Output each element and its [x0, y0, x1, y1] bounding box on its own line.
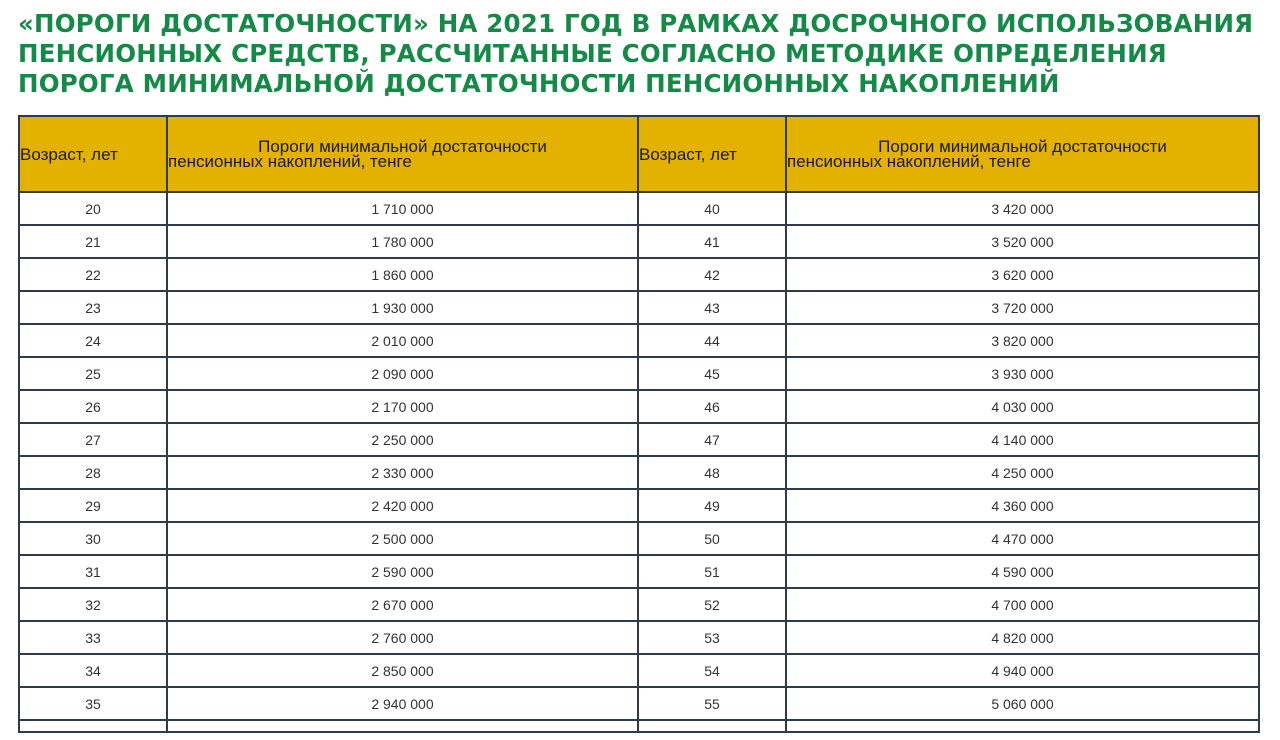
- table-row: [19, 522, 1259, 555]
- table-row: [19, 555, 1259, 588]
- threshold-cell-left: 2 170 000: [167, 390, 638, 423]
- age-cell-right: 54: [638, 654, 786, 687]
- threshold-cell-right: 4 700 000: [786, 588, 1259, 621]
- age-cell-left: 28: [19, 456, 167, 489]
- age-cell-left: 25: [19, 357, 167, 390]
- age-cell-left: 23: [19, 291, 167, 324]
- table-row: [19, 357, 1259, 390]
- age-cell-right: 49: [638, 489, 786, 522]
- table-row: [19, 588, 1259, 621]
- header-threshold-right-line2: пенсионных накоплений, тенге: [787, 152, 1031, 171]
- age-cell-right: 51: [638, 555, 786, 588]
- page-title: «ПОРОГИ ДОСТАТОЧНОСТИ» НА 2021 ГОД В РАМКАХ ДОСРОЧНОГО ИСПОЛЬЗОВАНИЯ ПЕНСИОННЫХ СРЕДСТВ, РАССЧИТАННЫЕ СОГЛАСНО МЕТОДИКЕ ОПРЕДЕЛЕНИЯ ПОРОГА МИНИМАЛЬНОЙ ДОСТАТОЧНОСТИ ПЕНСИОННЫХ НАКОПЛЕНИЙ: [18, 9, 1254, 98]
- table-row: [19, 291, 1259, 324]
- age-cell-right: 52: [638, 588, 786, 621]
- threshold-cell-left: 2 010 000: [167, 324, 638, 357]
- threshold-cell-left: 2 090 000: [167, 357, 638, 390]
- table-cell-partial: [167, 720, 638, 732]
- age-cell-right: 44: [638, 324, 786, 357]
- threshold-cell-right: 4 470 000: [786, 522, 1259, 555]
- threshold-cell-left: 2 670 000: [167, 588, 638, 621]
- threshold-cell-right: 4 030 000: [786, 390, 1259, 423]
- age-cell-right: 43: [638, 291, 786, 324]
- threshold-cell-left: 1 710 000: [167, 192, 638, 225]
- table-row: [19, 258, 1259, 291]
- threshold-cell-left: 2 330 000: [167, 456, 638, 489]
- threshold-cell-left: 2 590 000: [167, 555, 638, 588]
- age-cell-right: 50: [638, 522, 786, 555]
- threshold-cell-left: 1 780 000: [167, 225, 638, 258]
- table-body: [19, 192, 1259, 732]
- header-threshold-right-line1: Пороги минимальной достаточности: [878, 137, 1167, 156]
- threshold-cell-right: 3 620 000: [786, 258, 1259, 291]
- age-cell-left: 33: [19, 621, 167, 654]
- age-cell-right: 47: [638, 423, 786, 456]
- threshold-cell-right: 3 930 000: [786, 357, 1259, 390]
- threshold-cell-left: 1 930 000: [167, 291, 638, 324]
- age-cell-right: 46: [638, 390, 786, 423]
- age-cell-right: 42: [638, 258, 786, 291]
- age-cell-right: 48: [638, 456, 786, 489]
- table-cell-partial: [19, 720, 167, 732]
- age-cell-right: 53: [638, 621, 786, 654]
- threshold-cell-right: 3 520 000: [786, 225, 1259, 258]
- header-threshold-left: [167, 116, 638, 192]
- header-age-left: Возраст, лет: [19, 116, 167, 192]
- table-row: [19, 687, 1259, 720]
- age-cell-left: 32: [19, 588, 167, 621]
- threshold-cell-left: 2 500 000: [167, 522, 638, 555]
- header-threshold-right: [786, 116, 1259, 192]
- age-cell-left: 30: [19, 522, 167, 555]
- age-cell-right: 55: [638, 687, 786, 720]
- age-cell-left: 24: [19, 324, 167, 357]
- age-cell-right: 40: [638, 192, 786, 225]
- table-cell-partial: [786, 720, 1259, 732]
- table-row: [19, 324, 1259, 357]
- threshold-cell-left: 1 860 000: [167, 258, 638, 291]
- table-header-row: [19, 116, 1259, 192]
- age-cell-right: 41: [638, 225, 786, 258]
- age-cell-left: 22: [19, 258, 167, 291]
- threshold-cell-right: 3 420 000: [786, 192, 1259, 225]
- threshold-cell-left: 2 940 000: [167, 687, 638, 720]
- header-age-right: Возраст, лет: [638, 116, 786, 192]
- threshold-cell-left: 2 850 000: [167, 654, 638, 687]
- table-row-partial: [19, 720, 1259, 732]
- table-row: [19, 456, 1259, 489]
- age-cell-left: 21: [19, 225, 167, 258]
- table-row: [19, 225, 1259, 258]
- age-cell-left: 29: [19, 489, 167, 522]
- age-cell-left: 34: [19, 654, 167, 687]
- thresholds-table: [18, 115, 1260, 733]
- table-row: [19, 654, 1259, 687]
- threshold-cell-left: 2 760 000: [167, 621, 638, 654]
- age-cell-left: 35: [19, 687, 167, 720]
- table-row: [19, 489, 1259, 522]
- threshold-cell-right: 4 140 000: [786, 423, 1259, 456]
- age-cell-left: 26: [19, 390, 167, 423]
- table-row: [19, 390, 1259, 423]
- threshold-cell-right: 4 360 000: [786, 489, 1259, 522]
- threshold-cell-right: 4 940 000: [786, 654, 1259, 687]
- table-row: [19, 621, 1259, 654]
- header-threshold-left-line2: пенсионных накоплений, тенге: [168, 152, 412, 171]
- threshold-cell-right: 4 250 000: [786, 456, 1259, 489]
- threshold-cell-right: 3 820 000: [786, 324, 1259, 357]
- threshold-cell-left: 2 420 000: [167, 489, 638, 522]
- threshold-cell-right: 4 820 000: [786, 621, 1259, 654]
- header-threshold-left-line1: Пороги минимальной достаточности: [258, 137, 547, 156]
- table-cell-partial: [638, 720, 786, 732]
- age-cell-left: 31: [19, 555, 167, 588]
- threshold-cell-right: 4 590 000: [786, 555, 1259, 588]
- table-row: [19, 423, 1259, 456]
- threshold-cell-right: 5 060 000: [786, 687, 1259, 720]
- age-cell-left: 20: [19, 192, 167, 225]
- thresholds-table-container: [18, 115, 1258, 733]
- age-cell-left: 27: [19, 423, 167, 456]
- threshold-cell-left: 2 250 000: [167, 423, 638, 456]
- table-row: [19, 192, 1259, 225]
- threshold-cell-right: 3 720 000: [786, 291, 1259, 324]
- age-cell-right: 45: [638, 357, 786, 390]
